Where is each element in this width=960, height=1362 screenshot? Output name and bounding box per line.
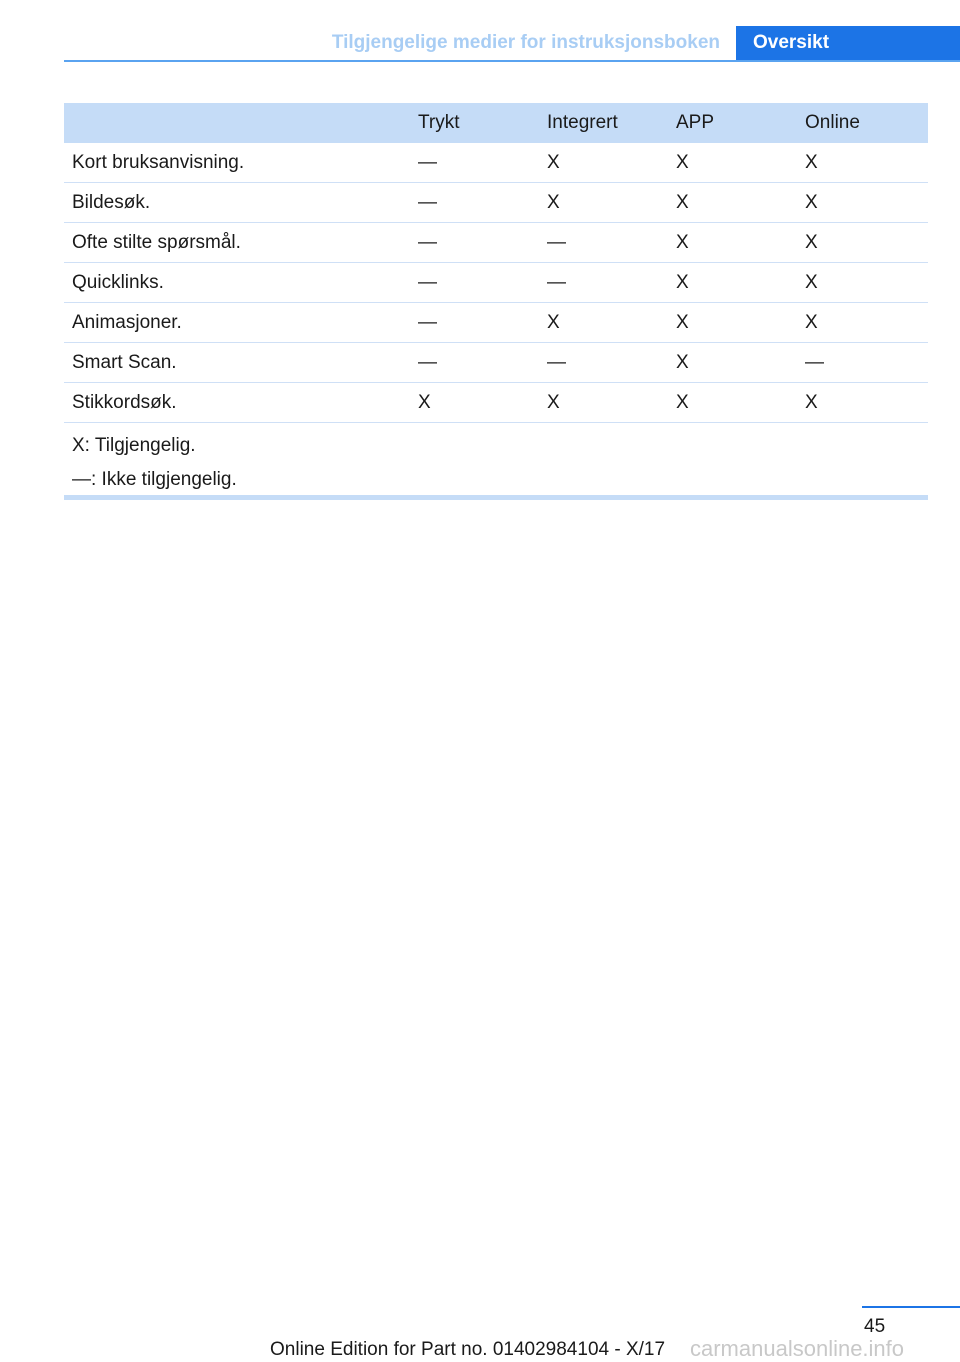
section-tab: Oversikt (736, 26, 960, 62)
trykt-cell: X (410, 383, 539, 423)
online-cell: X (797, 183, 928, 223)
online-cell: X (797, 383, 928, 423)
trykt-cell: — (410, 343, 539, 383)
online-cell: X (797, 223, 928, 263)
integrert-cell: — (539, 223, 668, 263)
online-cell: X (797, 143, 928, 183)
section-title: Tilgjengelige medier for instruksjonsboken (331, 32, 720, 53)
app-cell: X (668, 343, 797, 383)
column-header-app: APP (668, 103, 797, 143)
app-cell: X (668, 223, 797, 263)
table-row (64, 183, 928, 223)
table-row (64, 303, 928, 343)
header-rule (64, 60, 960, 62)
integrert-cell: X (539, 303, 668, 343)
column-header-online: Online (797, 103, 928, 143)
legend-available: X: Tilgjengelig. (72, 435, 196, 456)
trykt-cell: — (410, 143, 539, 183)
trykt-cell: — (410, 263, 539, 303)
integrert-cell: — (539, 343, 668, 383)
integrert-cell: X (539, 183, 668, 223)
trykt-cell: — (410, 183, 539, 223)
feature-cell: Kort bruksanvisning. (64, 143, 410, 183)
table-row (64, 383, 928, 423)
integrert-cell: X (539, 383, 668, 423)
media-availability-table (64, 103, 928, 503)
column-header-feature (64, 103, 410, 143)
legend-row (64, 423, 928, 504)
feature-cell: Stikkordsøk. (64, 383, 410, 423)
app-cell: X (668, 303, 797, 343)
feature-cell: Bildesøk. (64, 183, 410, 223)
legend-cell (64, 423, 928, 504)
app-cell: X (668, 183, 797, 223)
app-cell: X (668, 383, 797, 423)
app-cell: X (668, 143, 797, 183)
table-row (64, 143, 928, 183)
feature-cell: Smart Scan. (64, 343, 410, 383)
edition-note: Online Edition for Part no. 01402984104 - X/17 (270, 1339, 666, 1360)
online-cell: — (797, 343, 928, 383)
footer-rule (862, 1306, 960, 1308)
watermark: carmanualsonline.info (690, 1336, 905, 1361)
online-cell: X (797, 263, 928, 303)
column-header-integrert: Integrert (539, 103, 668, 143)
table-row (64, 343, 928, 383)
table-bottom-rule (64, 495, 928, 500)
trykt-cell: — (410, 303, 539, 343)
feature-cell: Animasjoner. (64, 303, 410, 343)
page-number: 45 (864, 1316, 886, 1337)
legend-unavailable: —: Ikke tilgjengelig. (72, 469, 237, 490)
table-header-row (64, 103, 928, 143)
trykt-cell: — (410, 223, 539, 263)
app-cell: X (668, 263, 797, 303)
integrert-cell: X (539, 143, 668, 183)
feature-cell: Quicklinks. (64, 263, 410, 303)
table-row (64, 263, 928, 303)
online-cell: X (797, 303, 928, 343)
integrert-cell: — (539, 263, 668, 303)
column-header-trykt: Trykt (410, 103, 539, 143)
feature-cell: Ofte stilte spørsmål. (64, 223, 410, 263)
table-row (64, 223, 928, 263)
